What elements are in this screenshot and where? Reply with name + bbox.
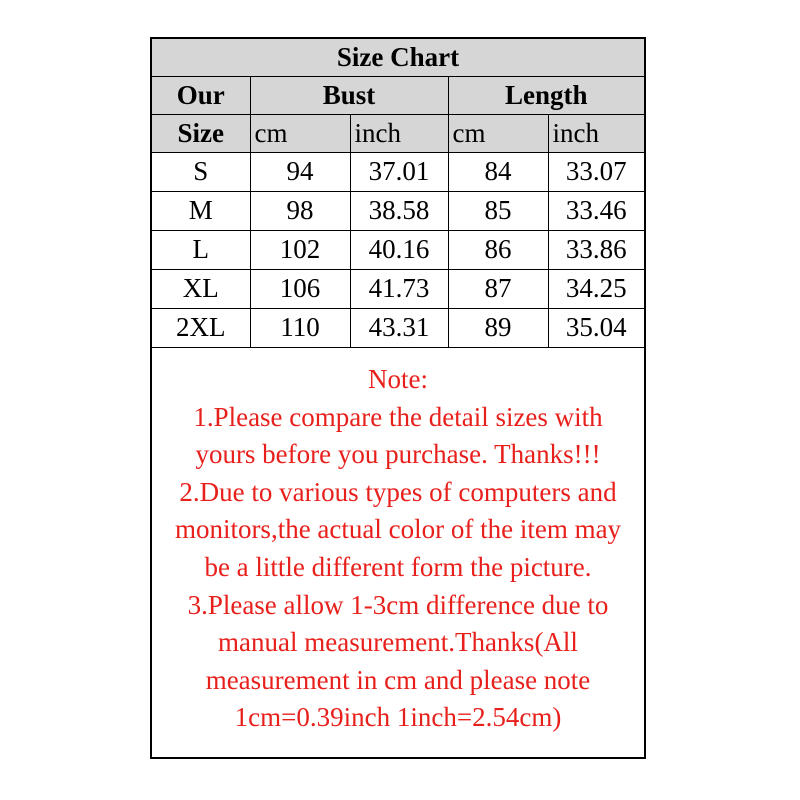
bust-header: Bust xyxy=(250,76,448,114)
note-line: monitors,the actual color of the item may xyxy=(174,514,622,545)
title-row xyxy=(152,39,644,76)
length-inch-cell: 33.46 xyxy=(548,191,644,230)
table-row xyxy=(152,269,644,308)
note-line: yours before you purchase. Thanks!!! xyxy=(195,439,601,470)
length-inch-cell: 33.86 xyxy=(548,230,644,269)
table-row xyxy=(152,230,644,269)
length-inch-cell: 35.04 xyxy=(548,308,644,347)
length-cm-cell: 89 xyxy=(448,308,548,347)
note-line: manual measurement.Thanks(All xyxy=(218,627,578,658)
note-line: 1cm=0.39inch 1inch=2.54cm) xyxy=(234,702,562,733)
note-line: be a little different form the picture. xyxy=(204,551,592,582)
bust-inch-header: inch xyxy=(350,114,448,152)
bust-inch-cell: 43.31 xyxy=(350,308,448,347)
bust-cm-cell: 110 xyxy=(250,308,350,347)
size-cell: L xyxy=(152,230,250,269)
note-line: 2.Due to various types of computers and xyxy=(179,476,617,507)
note-heading: Note: xyxy=(368,364,428,394)
bust-cm-cell: 98 xyxy=(250,191,350,230)
length-inch-cell: 34.25 xyxy=(548,269,644,308)
table-row xyxy=(152,308,644,347)
length-inch-header: inch xyxy=(548,114,644,152)
chart-title: Size Chart xyxy=(152,39,644,76)
size-header-bottom: Size xyxy=(152,114,250,152)
bust-inch-cell: 37.01 xyxy=(350,152,448,191)
note-line: 1.Please compare the detail sizes with xyxy=(193,401,603,432)
size-cell: S xyxy=(152,152,250,191)
bust-inch-cell: 41.73 xyxy=(350,269,448,308)
length-cm-header: cm xyxy=(448,114,548,152)
table-row xyxy=(152,152,644,191)
note-line: 3.Please allow 1-3cm difference due to xyxy=(187,589,609,620)
note-line: measurement in cm and please note xyxy=(205,664,591,695)
length-cm-cell: 86 xyxy=(448,230,548,269)
size-cell: M xyxy=(152,191,250,230)
bust-cm-header: cm xyxy=(250,114,350,152)
bust-cm-cell: 106 xyxy=(250,269,350,308)
bust-cm-cell: 102 xyxy=(250,230,350,269)
bust-cm-cell: 94 xyxy=(250,152,350,191)
size-note xyxy=(152,361,644,737)
length-cm-cell: 85 xyxy=(448,191,548,230)
bust-inch-cell: 38.58 xyxy=(350,191,448,230)
size-cell: 2XL xyxy=(152,308,250,347)
header-row-units xyxy=(152,114,644,152)
length-cm-cell: 84 xyxy=(448,152,548,191)
size-cell: XL xyxy=(152,269,250,308)
length-header: Length xyxy=(448,76,644,114)
size-chart-table xyxy=(152,39,644,348)
size-chart-card xyxy=(150,37,646,759)
table-row xyxy=(152,191,644,230)
header-row-groups xyxy=(152,76,644,114)
length-inch-cell: 33.07 xyxy=(548,152,644,191)
size-header-top: Our xyxy=(152,76,250,114)
bust-inch-cell: 40.16 xyxy=(350,230,448,269)
length-cm-cell: 87 xyxy=(448,269,548,308)
